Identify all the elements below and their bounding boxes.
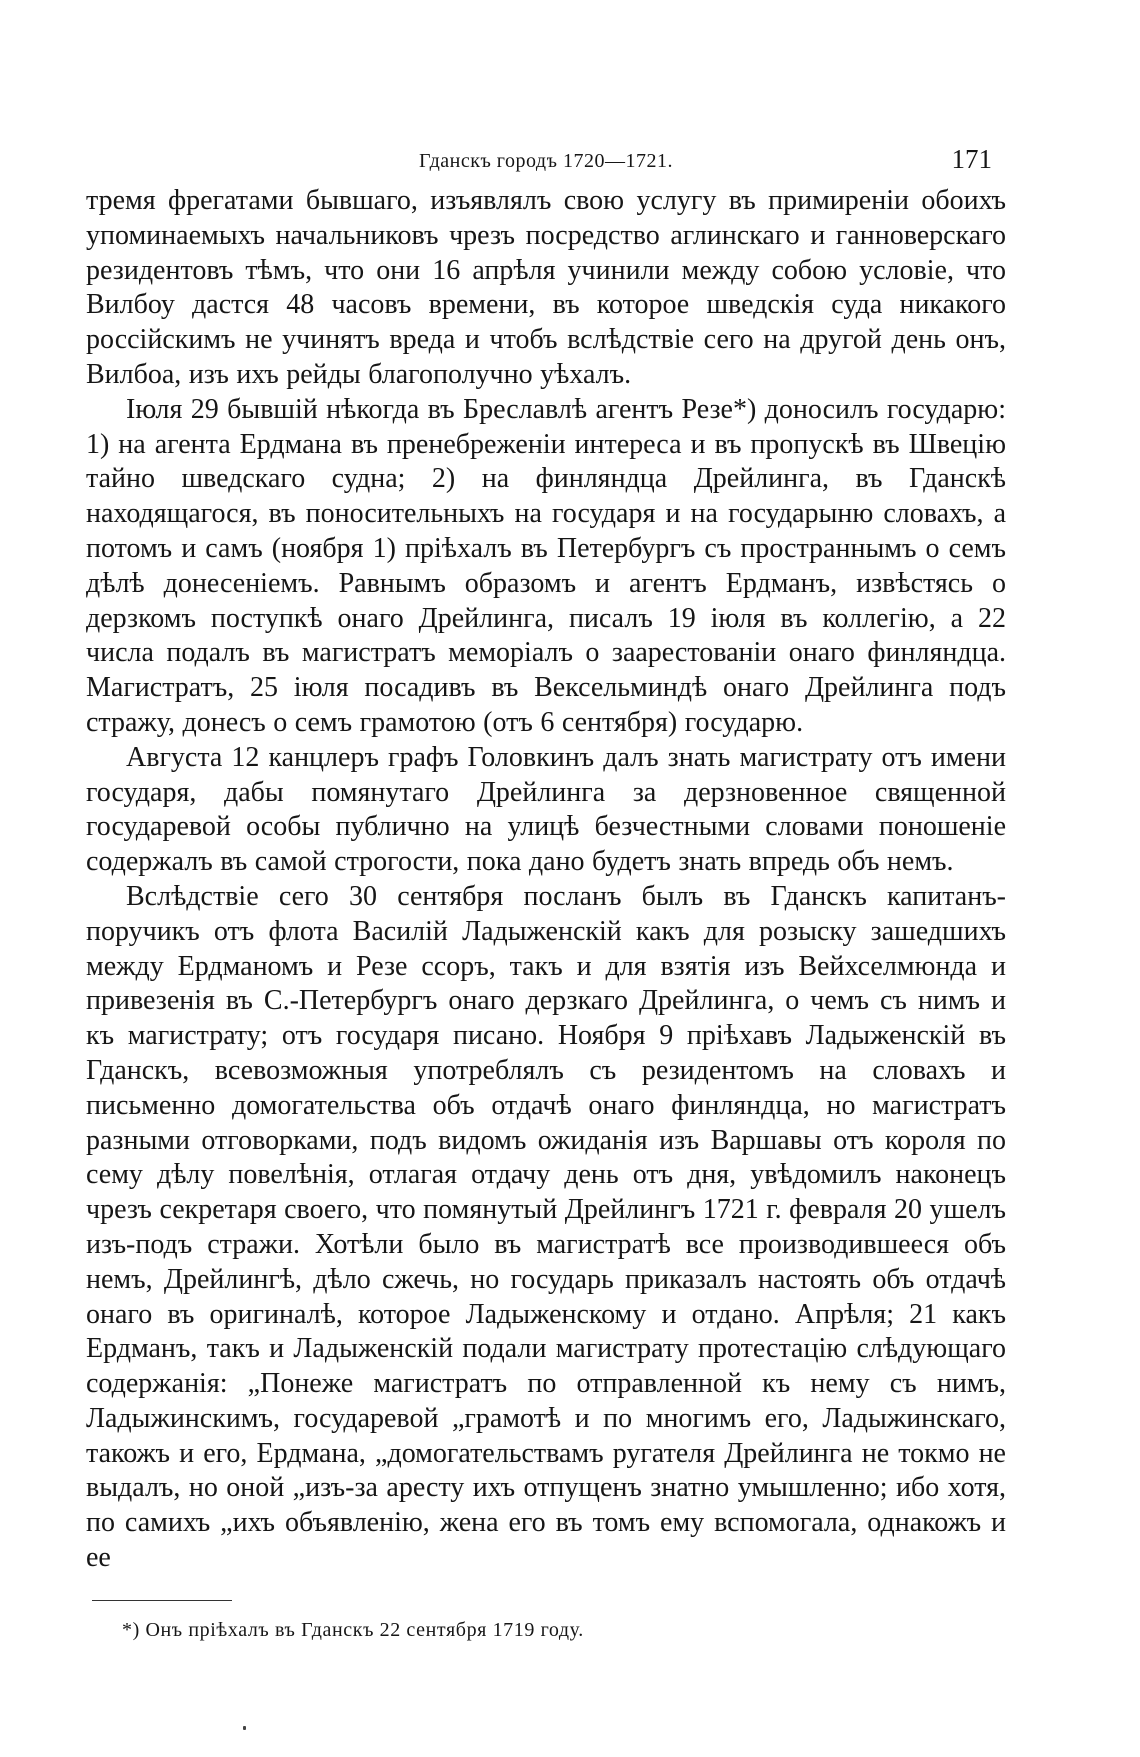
body-text [86,184,1006,1576]
page-number: 171 [951,144,992,174]
print-speck [243,1726,246,1730]
footnote-rule [92,1600,232,1601]
footnote: *) Онъ пріѣхалъ въ Гданскъ 22 сентября 1719 году. [122,1618,584,1641]
running-head [86,132,1006,176]
running-title: Гданскъ городъ 1720—1721. [419,150,673,172]
book-page [86,132,1006,1643]
paragraph-july-29: Іюля 29 бывшій нѣкогда въ Бреславлѣ агентъ Резе*) доносилъ государю: 1) на агента Ердмана въ пренебреженіи интереса и въ пропускѣ въ Швецію тайно шведскаго судна; 2) на финляндца Дрейлинга, въ Гданскѣ находящагося, въ поносительныхъ на государя и на государыню словахъ, а потомъ и самъ (ноября 1) пріѣхалъ въ Петербургъ съ пространнымъ о семъ дѣлѣ донесеніемъ. Равнымъ образомъ и агентъ Ердманъ, извѣстясь о дерзкомъ поступкѣ онаго Дрейлинга, писалъ 19 іюля въ коллегію, а 22 числа подалъ въ магистратъ меморіалъ о заарестованіи онаго финляндца. Магистратъ, 25 іюля посадивъ въ Вексельминдѣ онаго Дрейлинга подъ стражу, донесъ о семъ грамотою (отъ 6 сентября) государю. [86,393,1006,738]
paragraph-august-12: Августа 12 канцлеръ графъ Головкинъ далъ знать магистрату отъ имени государя, дабы помянутаго Дрейлинга за дерзновенное священной государевой особы публично на улицѣ безчестными словами поношеніе содержалъ въ самой строгости, пока дано будетъ знать впредь объ немъ. [86,741,1006,878]
paragraph-september-30: Вслѣдствіе сего 30 сентября посланъ былъ въ Гданскъ капитанъ-поручикъ отъ флота Василій Ладыженскій какъ для розыску зашедшихъ между Ердманомъ и Резе ссоръ, такъ и для взятія изъ Вейхселмюнда и привезенія въ С.-Петербургъ онаго дерзкаго Дрейлинга, о чемъ съ нимъ и къ магистрату; отъ государя писано. Ноября 9 пріѣхавъ Ладыженскій въ Гданскъ, всевозможныя употреблялъ съ резидентомъ на словахъ и письменно домогательства объ отдачѣ онаго финляндца, но магистратъ разными отговорками, подъ видомъ ожиданія изъ Варшавы отъ короля по сему дѣлу повелѣнія, отлагая отдачу день отъ дня, увѣдомилъ наконецъ чрезъ секретаря своего, что помянутый Дрейлингъ 1721 г. февраля 20 ушелъ изъ-подъ стражи. Хотѣли было въ магистратѣ все производившееся объ немъ, Дрейлингѣ, дѣло сжечь, но государь приказалъ настоять объ отдачѣ онаго въ оригиналѣ, которое Ладыженскому и отдано. Апрѣля; 21 какъ Ердманъ, такъ и Ладыженскій подали магистрату протестацію слѣдующаго содержанія: „Понеже магистратъ по отправленной къ нему съ нимъ, Ладыжинскимъ, государевой „грамотѣ и по многимъ его, Ладыжинскаго, такожъ и его, Ердмана, „домогательствамъ ругателя Дрейлинга не токмо не выдалъ, но оной „изъ-за аресту ихъ отпущенъ знатно умышленно; ибо хотя, по самихъ „ихъ объявленію, жена его въ томъ ему вспомогала, однакожъ и ее [86,880,1006,1574]
paragraph-continuation: тремя фрегатами бывшаго, изъявлялъ свою услугу въ примиреніи обоихъ упоминаемыхъ начальниковъ чрезъ посредство аглинскаго и ганноверскаго резидентовъ тѣмъ, что они 16 апрѣля учинили между собою условіе, что Вилбоу дастся 48 часовъ времени, въ которое шведскія суда никакого россійскимъ не учинятъ вреда и чтобъ вслѣдствіе сего на другой день онъ, Вилбоа, изъ ихъ рейды благополучно уѣхалъ. [86,185,1006,390]
